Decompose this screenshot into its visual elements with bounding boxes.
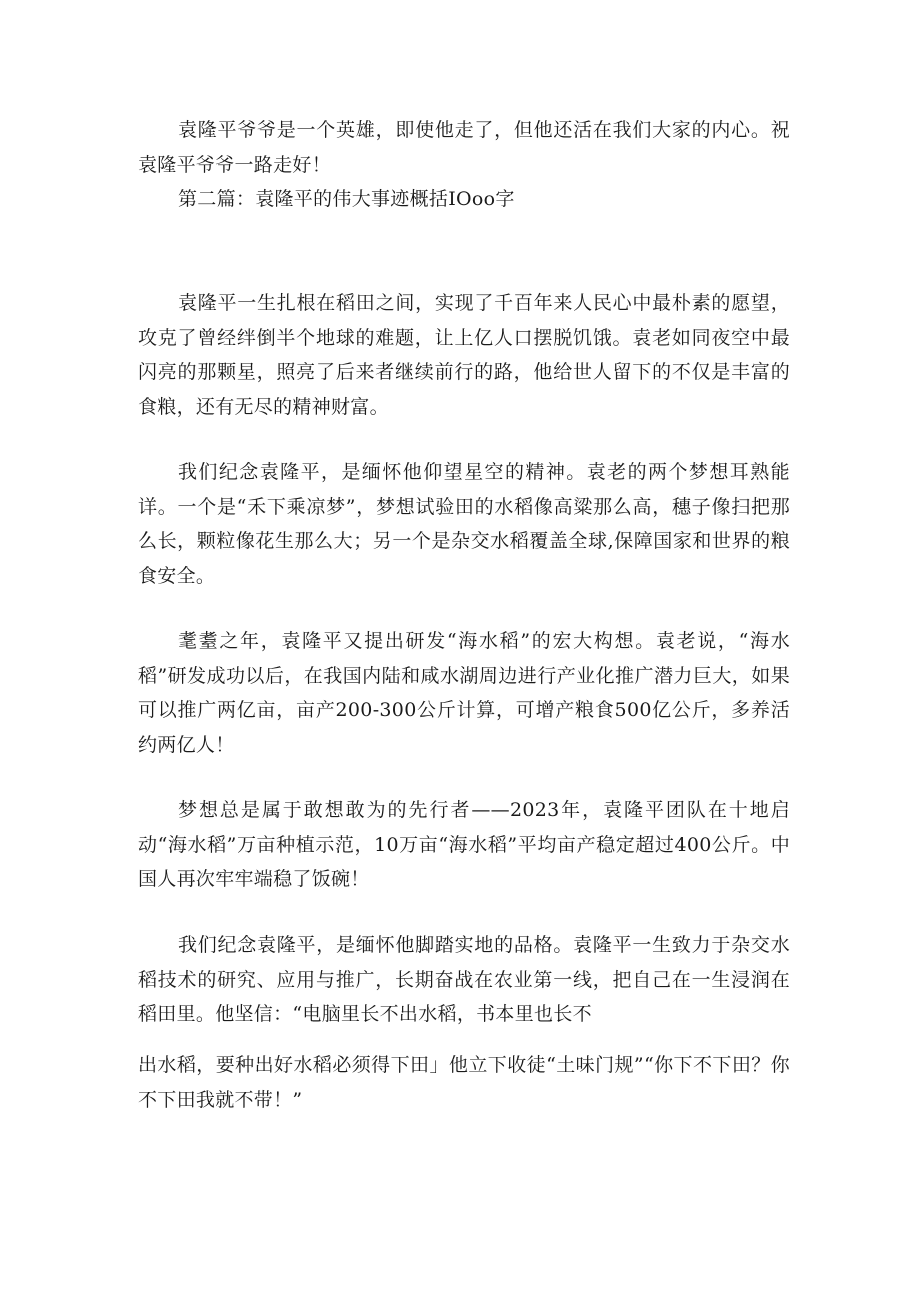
- paragraph-continuation: 出水稻，要种出好水稻必须得下田」他立下收徒“土味门规”“你下不下田？你不下田我就不带！”: [138, 1054, 790, 1111]
- paragraph-dreams: 我们纪念袁隆平，是缅怀他仰望星空的精神。袁老的两个梦想耳熟能详。一个是“禾下乘凉梦”，梦想试验田的水稻像高粱那么高，穗子像扫把那么长，颗粒像花生那么大；另一个是杂交水稻覆盖全球,保障国家和世界的粮食安全。: [138, 461, 790, 587]
- paragraph-pioneers: 梦想总是属于敢想敢为的先行者——2023年，袁隆平团队在十地启动“海水稻”万亩种植示范，10万亩“海水稻”平均亩产稳定超过400公斤。中国人再次牢牢端稳了饭碗！: [138, 799, 790, 890]
- paragraph-sea-rice: 耄耋之年，袁隆平又提出研发“海水稻”的宏大构想。袁老说，“海水稻”研发成功以后，在我国内陆和咸水湖周边进行产业化推广潜力巨大，如果可以推广两亿亩，亩产200-300公斤计算，可增产粮食500亿公斤，多养活约两亿人！: [138, 630, 790, 756]
- paragraph-intro: 袁隆平一生扎根在稻田之间，实现了千百年来人民心中最朴素的愿望，攻克了曾经绊倒半个地球的难题，让上亿人口摆脱饥饿。袁老如同夜空中最闪亮的那颗星，照亮了后来者继续前行的路，他给世人留下的不仅是丰富的食粮，还有无尽的精神财富。: [138, 292, 790, 418]
- section-heading: 第二篇：袁隆平的伟大事迹概括IOoo字: [178, 188, 515, 210]
- paragraph-character: 我们纪念袁隆平，是缅怀他脚踏实地的品格。袁隆平一生致力于杂交水稻技术的研究、应用与推广，长期奋战在农业第一线，把自己在一生浸润在稻田里。他坚信：“电脑里长不出水稻，书本里也长不: [138, 934, 790, 1025]
- paragraph-farewell: 袁隆平爷爷是一个英雄，即使他走了，但他还活在我们大家的内心。祝袁隆平爷爷一路走好！: [138, 119, 790, 176]
